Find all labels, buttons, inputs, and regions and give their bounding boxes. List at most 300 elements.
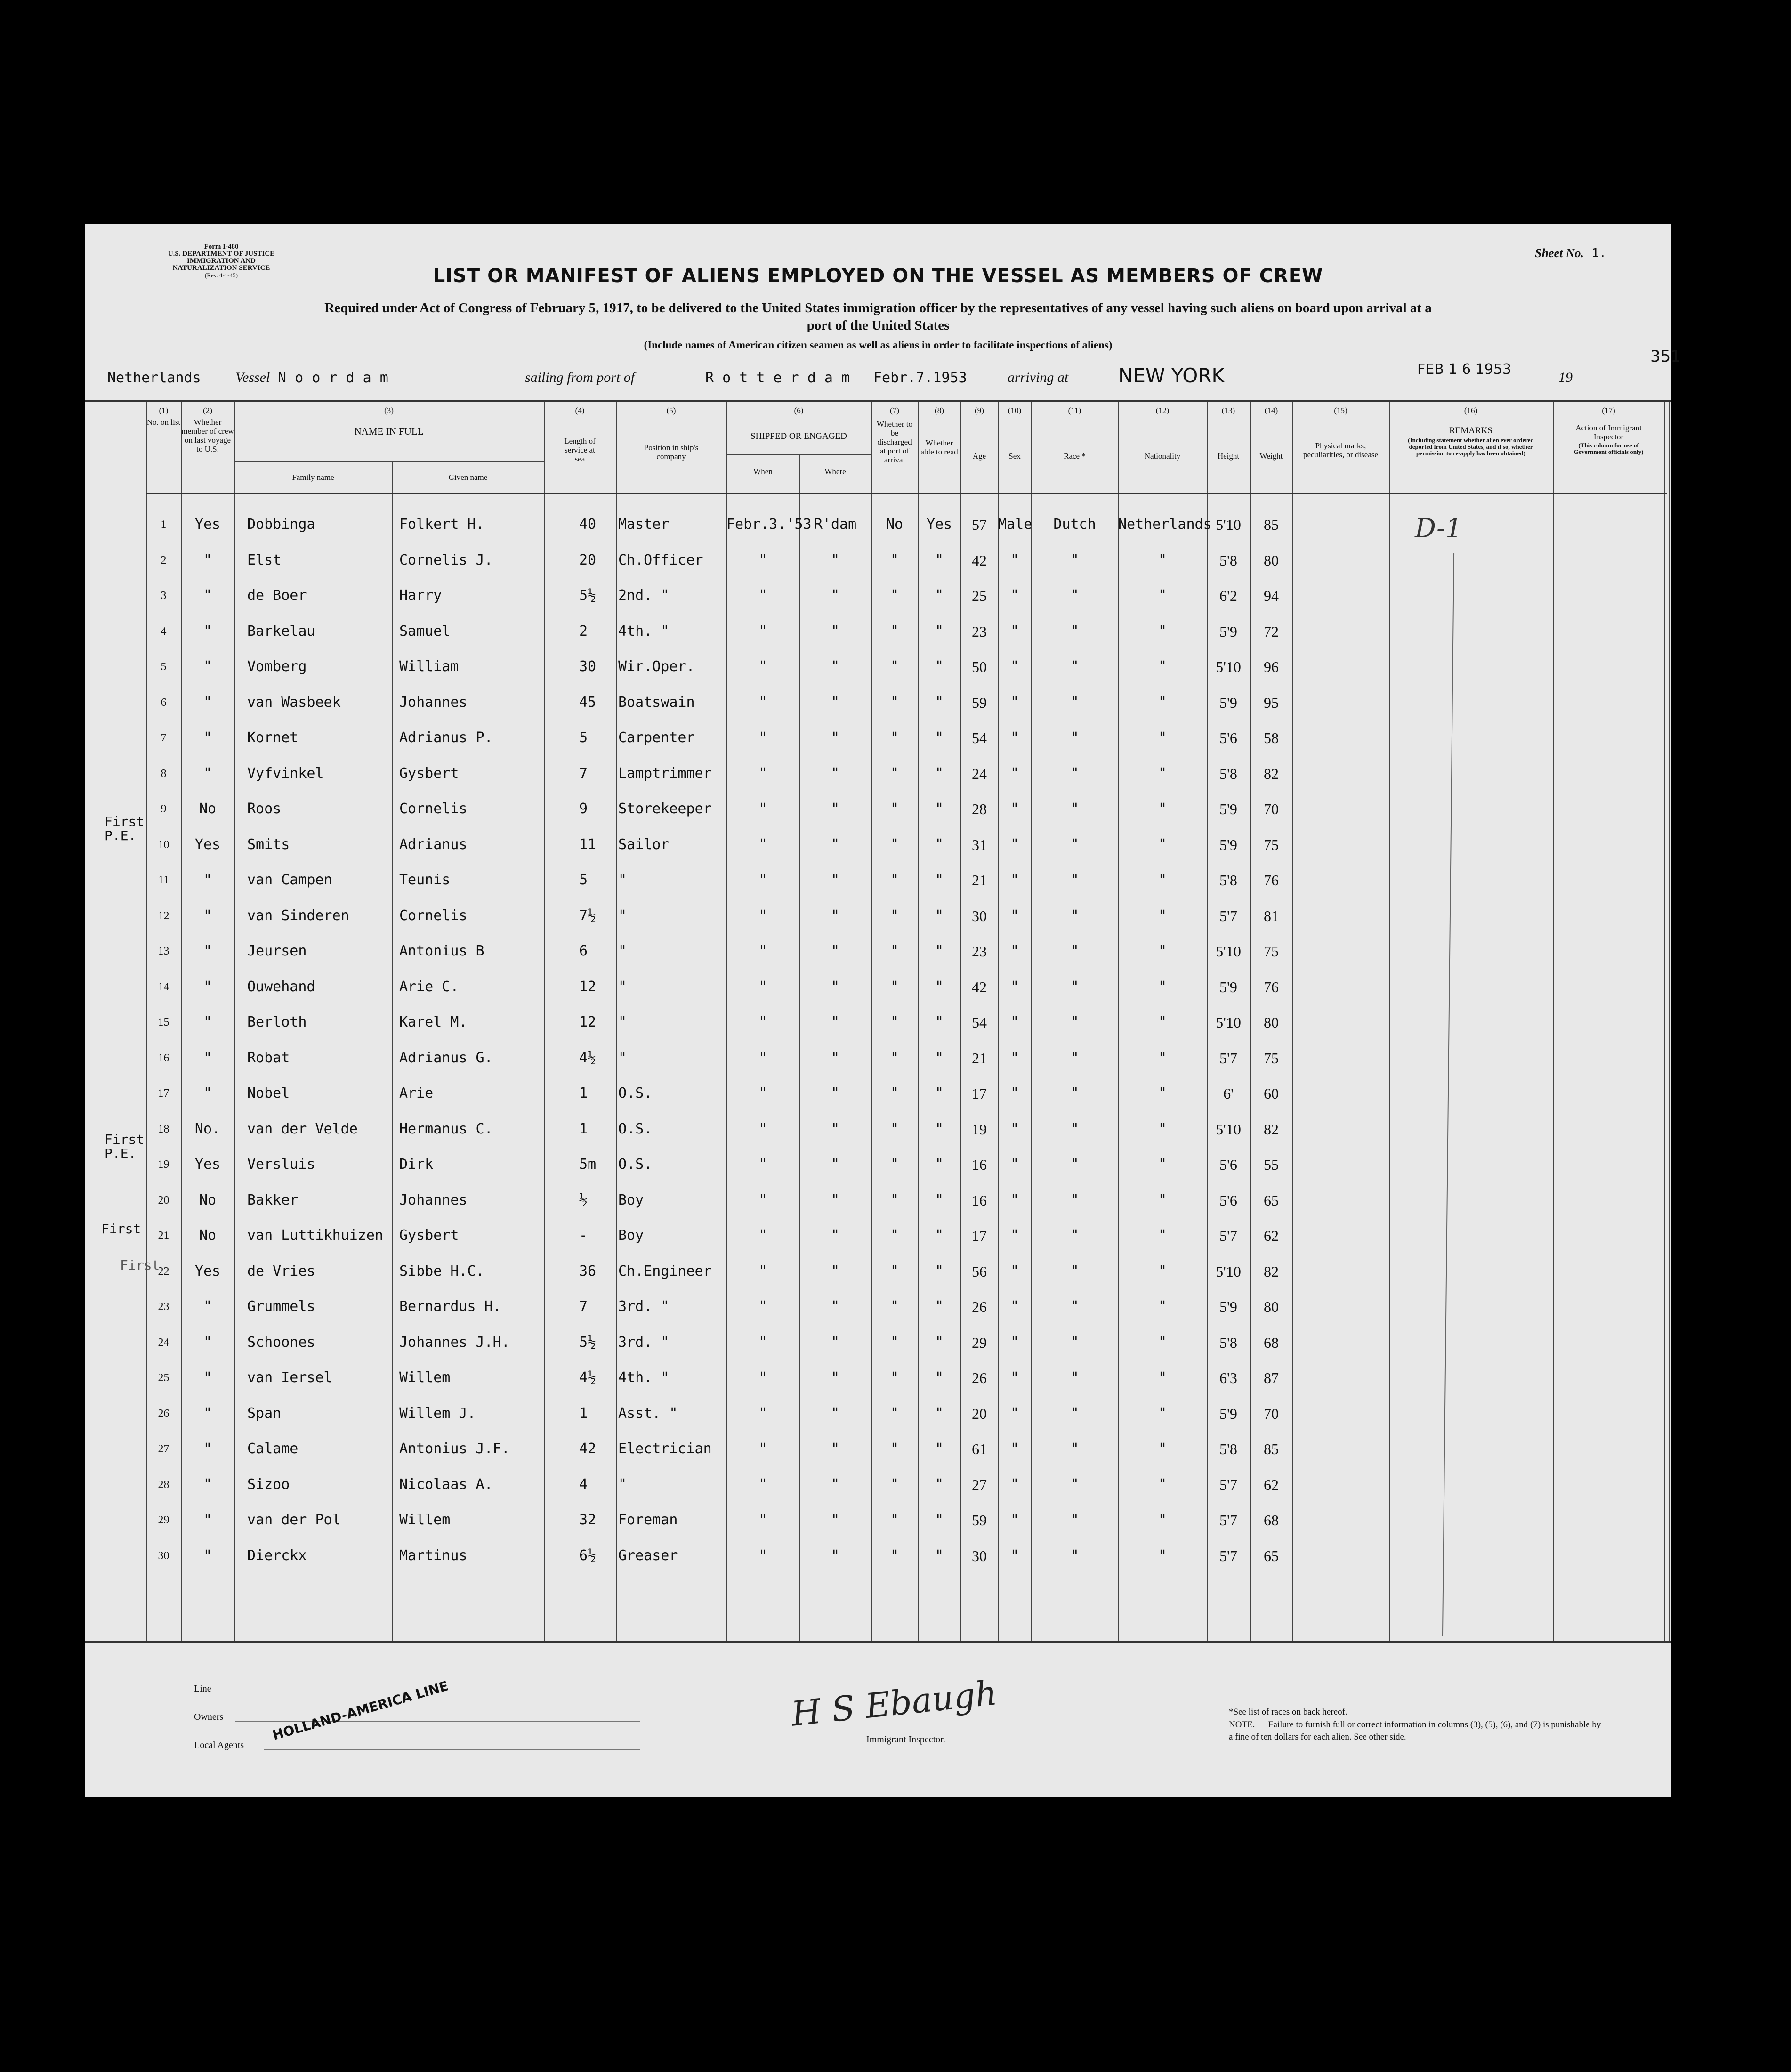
cell-service-length: 7 xyxy=(579,1298,588,1315)
cell-age: 31 xyxy=(972,836,987,853)
cell-given-name: Harry xyxy=(399,587,442,604)
owners-label: Owners xyxy=(194,1712,224,1722)
cell-nationality: " xyxy=(1158,943,1167,959)
cell-race: " xyxy=(1070,1156,1079,1173)
col-11-header: (11) Race * xyxy=(1064,406,1086,461)
cell-age: 42 xyxy=(972,978,987,996)
cell-nationality: " xyxy=(1158,836,1167,853)
cell-nationality: " xyxy=(1158,623,1167,639)
cell-height: 5'9 xyxy=(1219,801,1237,817)
cell-age: 16 xyxy=(972,1156,987,1173)
cell-race: " xyxy=(1070,1049,1079,1066)
cell-age: 23 xyxy=(972,943,987,960)
table-row xyxy=(85,1476,1671,1497)
cell-nationality: " xyxy=(1158,1334,1167,1351)
cell-able-to-read: " xyxy=(935,1547,944,1564)
cell-family-name: Ouwehand xyxy=(247,978,315,995)
cell-given-name: Arie xyxy=(399,1085,434,1101)
col-4-header: (4) Length of service at sea xyxy=(564,406,596,463)
cell-able-to-read: " xyxy=(935,1441,944,1457)
cell-crew-last-voyage: " xyxy=(203,1014,212,1030)
cell-height: 6'3 xyxy=(1219,1369,1237,1386)
arriving-label: arriving at xyxy=(1008,370,1069,385)
col-9-header: (9) Age xyxy=(972,406,986,461)
cell-service-length: 5 xyxy=(579,872,588,888)
cell-family-name: Barkelau xyxy=(247,623,315,639)
col-7-header: (7) Whether to be discharged at port of arrival xyxy=(877,406,912,464)
cell-race: " xyxy=(1070,1369,1079,1386)
cell-shipped-where: " xyxy=(831,1120,840,1137)
cell-sex: " xyxy=(1010,1334,1019,1351)
cell-race: " xyxy=(1070,872,1079,888)
cell-family-name: Roos xyxy=(247,801,282,817)
cell-position: " xyxy=(618,872,627,888)
cell-race: " xyxy=(1070,1191,1079,1208)
cell-race: " xyxy=(1070,551,1079,568)
cell-shipped-where: " xyxy=(831,1298,840,1315)
cell-able-to-read: " xyxy=(935,551,944,568)
cell-discharge: " xyxy=(890,1014,899,1030)
cell-position: " xyxy=(618,907,627,924)
cell-able-to-read: " xyxy=(935,1049,944,1066)
cell-crew-last-voyage: " xyxy=(203,1405,212,1422)
cell-shipped-where: " xyxy=(831,587,840,604)
table-row xyxy=(85,907,1671,928)
cell-position: " xyxy=(618,1014,627,1030)
cell-discharge: " xyxy=(890,765,899,782)
table-row xyxy=(85,1298,1671,1319)
cell-position: 4th. " xyxy=(618,1369,670,1386)
cell-row-number: 27 xyxy=(158,1443,169,1455)
table-body xyxy=(85,493,1671,1637)
cell-sex: " xyxy=(1010,1049,1019,1066)
cell-crew-last-voyage: " xyxy=(203,872,212,888)
cell-given-name: Nicolaas A. xyxy=(399,1476,493,1493)
cell-weight: 60 xyxy=(1264,1085,1279,1102)
table-row xyxy=(85,1121,1671,1141)
table-row xyxy=(85,623,1671,644)
cell-discharge: " xyxy=(890,1441,899,1457)
cell-shipped-when: " xyxy=(758,1227,767,1244)
cell-able-to-read: " xyxy=(935,765,944,782)
cell-nationality: " xyxy=(1158,1120,1167,1137)
cell-height: 5'7 xyxy=(1219,1476,1237,1493)
cell-race: " xyxy=(1070,658,1079,675)
cell-height: 5'9 xyxy=(1219,623,1237,640)
cell-row-number: 7 xyxy=(161,732,167,744)
cell-sex: " xyxy=(1010,1512,1019,1528)
cell-service-length: 12 xyxy=(579,978,597,995)
cell-discharge: " xyxy=(890,978,899,995)
cell-crew-last-voyage: " xyxy=(203,1547,212,1564)
table-row xyxy=(85,1050,1671,1070)
cell-height: 5'10 xyxy=(1216,1014,1241,1031)
cell-nationality: " xyxy=(1158,801,1167,817)
cell-crew-last-voyage: " xyxy=(203,1476,212,1493)
cell-service-length: 5½ xyxy=(579,1334,597,1351)
cell-row-number: 16 xyxy=(158,1052,169,1064)
cell-shipped-where: " xyxy=(831,1405,840,1422)
cell-crew-last-voyage: " xyxy=(203,658,212,675)
cell-nationality: " xyxy=(1158,1156,1167,1173)
cell-shipped-where: " xyxy=(831,1476,840,1493)
cell-able-to-read: " xyxy=(935,1512,944,1528)
cell-race: " xyxy=(1070,1405,1079,1422)
vessel-value: N o o r d a m xyxy=(278,370,388,386)
cell-crew-last-voyage: " xyxy=(203,694,212,711)
cell-weight: 68 xyxy=(1264,1512,1279,1529)
cell-family-name: van Campen xyxy=(247,872,332,888)
cell-position: Wir.Oper. xyxy=(618,658,695,675)
cell-family-name: Schoones xyxy=(247,1334,315,1351)
cell-family-name: Kornet xyxy=(247,729,298,746)
cell-shipped-when: " xyxy=(758,1334,767,1351)
cell-discharge: " xyxy=(890,587,899,604)
cell-able-to-read: " xyxy=(935,1298,944,1315)
cell-age: 25 xyxy=(972,587,987,604)
cell-nationality: " xyxy=(1158,587,1167,604)
cell-family-name: Vyfvinkel xyxy=(247,765,324,782)
cell-race: " xyxy=(1070,943,1079,959)
cell-service-length: 1 xyxy=(579,1120,588,1137)
cell-discharge: " xyxy=(890,1263,899,1279)
cell-sex: " xyxy=(1010,1014,1019,1030)
cell-shipped-where: " xyxy=(831,801,840,817)
cell-crew-last-voyage: " xyxy=(203,907,212,924)
department: U.S. DEPARTMENT OF JUSTICE xyxy=(168,250,275,258)
cell-position: Ch.Engineer xyxy=(618,1263,712,1279)
cell-height: 5'7 xyxy=(1219,1547,1237,1564)
cell-sex: " xyxy=(1010,1227,1019,1244)
cell-nationality: Netherlands xyxy=(1118,516,1212,533)
cell-age: 16 xyxy=(972,1191,987,1209)
cell-able-to-read: " xyxy=(935,978,944,995)
cell-sex: " xyxy=(1010,587,1019,604)
cell-position: 4th. " xyxy=(618,623,670,639)
cell-height: 5'7 xyxy=(1219,1049,1237,1067)
cell-shipped-when: Febr.3.'53 xyxy=(726,516,812,533)
cell-family-name: Bakker xyxy=(247,1191,298,1208)
cell-nationality: " xyxy=(1158,1476,1167,1493)
cell-row-number: 25 xyxy=(158,1372,169,1384)
cell-race: " xyxy=(1070,1512,1079,1528)
table-row xyxy=(85,979,1671,999)
cell-age: 20 xyxy=(972,1405,987,1422)
arrival-date-stamp: FEB 1 6 1953 xyxy=(1417,361,1511,378)
cell-service-length: 6½ xyxy=(579,1547,597,1564)
cell-discharge: " xyxy=(890,1334,899,1351)
cell-service-length: 7 xyxy=(579,765,588,782)
cell-race: " xyxy=(1070,978,1079,995)
cell-able-to-read: " xyxy=(935,623,944,639)
cell-shipped-when: " xyxy=(758,872,767,888)
cell-crew-last-voyage: " xyxy=(203,765,212,782)
cell-crew-last-voyage: " xyxy=(203,623,212,639)
col-1-header: (1) No. on list xyxy=(146,406,181,427)
cell-nationality: " xyxy=(1158,1298,1167,1315)
cell-discharge: " xyxy=(890,872,899,888)
cell-given-name: Adrianus G. xyxy=(399,1049,493,1066)
cell-shipped-where: " xyxy=(831,943,840,959)
table-row xyxy=(85,694,1671,715)
cell-height: 6'2 xyxy=(1219,587,1237,604)
cell-age: 54 xyxy=(972,1014,987,1031)
cell-family-name: de Vries xyxy=(247,1263,315,1279)
cell-given-name: Willem xyxy=(399,1369,451,1386)
cell-shipped-where: " xyxy=(831,1156,840,1173)
subtitle-note: (Include names of American citizen seamen as well as aliens in order to facilitate inspections of aliens) xyxy=(644,339,1113,351)
cell-race: " xyxy=(1070,1263,1079,1279)
cell-service-length: 1 xyxy=(579,1405,588,1422)
cell-family-name: Span xyxy=(247,1405,282,1422)
cell-able-to-read: " xyxy=(935,694,944,711)
cell-sex: " xyxy=(1010,1263,1019,1279)
cell-position: " xyxy=(618,1049,627,1066)
cell-row-number: 22 xyxy=(158,1265,169,1278)
cell-given-name: Gysbert xyxy=(399,765,459,782)
cell-discharge: " xyxy=(890,1049,899,1066)
cell-crew-last-voyage: " xyxy=(203,1298,212,1315)
cell-row-number: 10 xyxy=(158,838,169,851)
cell-discharge: " xyxy=(890,1227,899,1244)
cell-position: Ch.Officer xyxy=(618,551,703,568)
cell-service-length: 2 xyxy=(579,623,588,639)
cell-weight: 72 xyxy=(1264,623,1279,640)
cell-race: " xyxy=(1070,907,1079,924)
cell-able-to-read: " xyxy=(935,1263,944,1279)
cell-service-length: 40 xyxy=(579,516,597,533)
cell-family-name: van der Pol xyxy=(247,1512,341,1528)
cell-crew-last-voyage: " xyxy=(203,1512,212,1528)
cell-sex: " xyxy=(1010,1120,1019,1137)
cell-weight: 68 xyxy=(1264,1334,1279,1351)
cell-row-number: 1 xyxy=(161,518,167,531)
revision: (Rev. 4-1-45) xyxy=(205,272,238,279)
cell-given-name: Willem xyxy=(399,1512,451,1528)
cell-service-length: 4½ xyxy=(579,1049,597,1066)
cell-shipped-when: " xyxy=(758,1085,767,1101)
cell-discharge: " xyxy=(890,1085,899,1101)
cell-discharge: " xyxy=(890,658,899,675)
cell-position: Electrician xyxy=(618,1441,712,1457)
cell-sex: " xyxy=(1010,729,1019,746)
cell-age: 59 xyxy=(972,1512,987,1529)
cell-race: " xyxy=(1070,765,1079,782)
form-number: Form I-480 xyxy=(204,243,239,251)
cell-given-name: Samuel xyxy=(399,623,451,639)
col-3-family-header: Family name xyxy=(292,473,334,482)
cell-discharge: " xyxy=(890,1191,899,1208)
cell-discharge: " xyxy=(890,1298,899,1315)
cell-shipped-when: " xyxy=(758,1156,767,1173)
table-row xyxy=(85,1369,1671,1390)
cell-position: Foreman xyxy=(618,1512,678,1528)
cell-age: 26 xyxy=(972,1369,987,1386)
cell-given-name: Johannes xyxy=(399,1191,468,1208)
cell-able-to-read: " xyxy=(935,1227,944,1244)
cell-nationality: " xyxy=(1158,551,1167,568)
fine-note: NOTE. — Failure to furnish full or correct information in columns (3), (5), (6), and (7) is punishable by a fine of ten dollars for each alien. See other side. xyxy=(1229,1720,1601,1742)
cell-given-name: Johannes J.H. xyxy=(399,1334,510,1351)
cell-given-name: Johannes xyxy=(399,694,468,711)
cell-row-number: 6 xyxy=(161,696,167,709)
cell-given-name: Gysbert xyxy=(399,1227,459,1244)
cell-discharge: " xyxy=(890,943,899,959)
cell-service-length: 4½ xyxy=(579,1369,597,1386)
cell-crew-last-voyage: Yes xyxy=(194,836,221,853)
cell-nationality: " xyxy=(1158,978,1167,995)
agent-stamp: HOLLAND-AMERICA LINE xyxy=(271,1678,450,1743)
cell-row-number: 2 xyxy=(161,554,167,567)
cell-able-to-read: " xyxy=(935,907,944,924)
cell-given-name: Willem J. xyxy=(399,1405,476,1422)
cell-given-name: Adrianus P. xyxy=(399,729,493,746)
cell-row-number: 28 xyxy=(158,1478,169,1491)
cell-given-name: William xyxy=(399,658,459,675)
cell-age: 57 xyxy=(972,516,987,533)
cell-shipped-where: " xyxy=(831,1334,840,1351)
subtitle-act: Required under Act of Congress of February 5, 1917, to be delivered to the United States immigration officer by the representatives of any vessel having such aliens on board upon arrival at a xyxy=(324,300,1432,316)
cell-row-number: 13 xyxy=(158,945,169,957)
cell-discharge: " xyxy=(890,694,899,711)
cell-crew-last-voyage: " xyxy=(203,1334,212,1351)
cell-family-name: Nobel xyxy=(247,1085,290,1101)
cell-age: 42 xyxy=(972,551,987,569)
cell-weight: 62 xyxy=(1264,1227,1279,1244)
service: IMMIGRATION AND NATURALIZATION SERVICE xyxy=(172,257,270,272)
cell-weight: 70 xyxy=(1264,1405,1279,1422)
cell-sex: " xyxy=(1010,694,1019,711)
table-row xyxy=(85,765,1671,786)
table-row xyxy=(85,801,1671,821)
remark-row-1: D-1 xyxy=(1415,513,1462,544)
cell-given-name: Teunis xyxy=(399,872,451,888)
cell-discharge: " xyxy=(890,1120,899,1137)
vessel-label: Vessel xyxy=(235,370,270,385)
sheet-label: Sheet No. xyxy=(1535,246,1584,260)
cell-family-name: Dobbinga xyxy=(247,516,315,533)
cell-position: 3rd. " xyxy=(618,1298,670,1315)
cell-shipped-where: " xyxy=(831,658,840,675)
cell-crew-last-voyage: " xyxy=(203,1441,212,1457)
cell-able-to-read: Yes xyxy=(926,516,952,533)
cell-weight: 65 xyxy=(1264,1191,1279,1209)
cell-shipped-where: " xyxy=(831,729,840,746)
cell-crew-last-voyage: " xyxy=(203,978,212,995)
cell-position: Master xyxy=(618,516,670,533)
cell-row-number: 9 xyxy=(161,803,167,815)
cell-discharge: " xyxy=(890,1405,899,1422)
manifest-sheet xyxy=(85,224,1681,1797)
table-row xyxy=(85,1441,1671,1461)
cell-crew-last-voyage: No. xyxy=(194,1120,221,1137)
cell-age: 30 xyxy=(972,907,987,924)
cell-row-number: 20 xyxy=(158,1194,169,1206)
cell-nationality: " xyxy=(1158,1227,1167,1244)
cell-position: Carpenter xyxy=(618,729,695,746)
col-17-header: (17) Action of Immigrant Inspector (This column for use of Government officials only) xyxy=(1573,406,1644,455)
cell-nationality: " xyxy=(1158,1085,1167,1101)
cell-row-number: 23 xyxy=(158,1301,169,1313)
cell-position: O.S. xyxy=(618,1085,653,1101)
cell-able-to-read: " xyxy=(935,943,944,959)
cell-nationality: " xyxy=(1158,1369,1167,1386)
table-row xyxy=(85,1085,1671,1106)
cell-age: 28 xyxy=(972,801,987,817)
crew-manifest-table xyxy=(85,400,1671,1643)
cell-nationality: " xyxy=(1158,658,1167,675)
agents-underline xyxy=(264,1749,640,1750)
cell-family-name: van Wasbeek xyxy=(247,694,341,711)
cell-able-to-read: " xyxy=(935,658,944,675)
cell-service-length: 4 xyxy=(579,1476,588,1493)
cell-shipped-where: " xyxy=(831,694,840,711)
cell-race: " xyxy=(1070,836,1079,853)
cell-crew-last-voyage: No xyxy=(199,1227,217,1244)
cell-shipped-where: " xyxy=(831,1227,840,1244)
cell-shipped-where: " xyxy=(831,978,840,995)
cell-height: 5'10 xyxy=(1216,1263,1241,1280)
cell-service-length: 30 xyxy=(579,658,597,675)
cell-service-length: 9 xyxy=(579,801,588,817)
cell-height: 5'8 xyxy=(1219,765,1237,782)
line-label: Line xyxy=(194,1684,211,1694)
col-6-where-header: Where xyxy=(824,467,846,476)
year-label: 19 xyxy=(1558,370,1573,385)
cell-given-name: Adrianus xyxy=(399,836,468,853)
cell-position: 2nd. " xyxy=(618,587,670,604)
sheet-number xyxy=(1535,246,1606,260)
cell-weight: 76 xyxy=(1264,978,1279,996)
cell-weight: 85 xyxy=(1264,516,1279,533)
cell-able-to-read: " xyxy=(935,836,944,853)
cell-given-name: Antonius J.F. xyxy=(399,1441,510,1457)
cell-age: 23 xyxy=(972,623,987,640)
cell-discharge: " xyxy=(890,907,899,924)
cell-service-length: 11 xyxy=(579,836,597,853)
margin-note: First xyxy=(101,1221,141,1237)
cell-able-to-read: " xyxy=(935,1156,944,1173)
cell-sex: " xyxy=(1010,1441,1019,1457)
cell-crew-last-voyage: " xyxy=(203,551,212,568)
cell-sex: " xyxy=(1010,872,1019,888)
margin-note: First P.E. xyxy=(105,814,145,843)
cell-shipped-when: " xyxy=(758,1049,767,1066)
cell-crew-last-voyage: " xyxy=(203,587,212,604)
cell-sex: " xyxy=(1010,801,1019,817)
cell-discharge: " xyxy=(890,1476,899,1493)
cell-height: 5'9 xyxy=(1219,694,1237,711)
subtitle-port: port of the United States xyxy=(807,318,950,333)
cell-service-length: 36 xyxy=(579,1263,597,1279)
cell-sex: " xyxy=(1010,623,1019,639)
cell-shipped-when: " xyxy=(758,551,767,568)
cell-height: 5'9 xyxy=(1219,1298,1237,1315)
table-row xyxy=(85,1192,1671,1213)
table-row xyxy=(85,1156,1671,1177)
cell-race: " xyxy=(1070,1120,1079,1137)
cell-nationality: " xyxy=(1158,1441,1167,1457)
table-row xyxy=(85,1334,1671,1355)
cell-height: 5'9 xyxy=(1219,836,1237,853)
cell-sex: " xyxy=(1010,1547,1019,1564)
cell-discharge: " xyxy=(890,1369,899,1386)
cell-sex: " xyxy=(1010,1369,1019,1386)
cell-height: 5'10 xyxy=(1216,516,1241,533)
cell-discharge: " xyxy=(890,1156,899,1173)
cell-nationality: " xyxy=(1158,1263,1167,1279)
cell-service-length: 45 xyxy=(579,694,597,711)
